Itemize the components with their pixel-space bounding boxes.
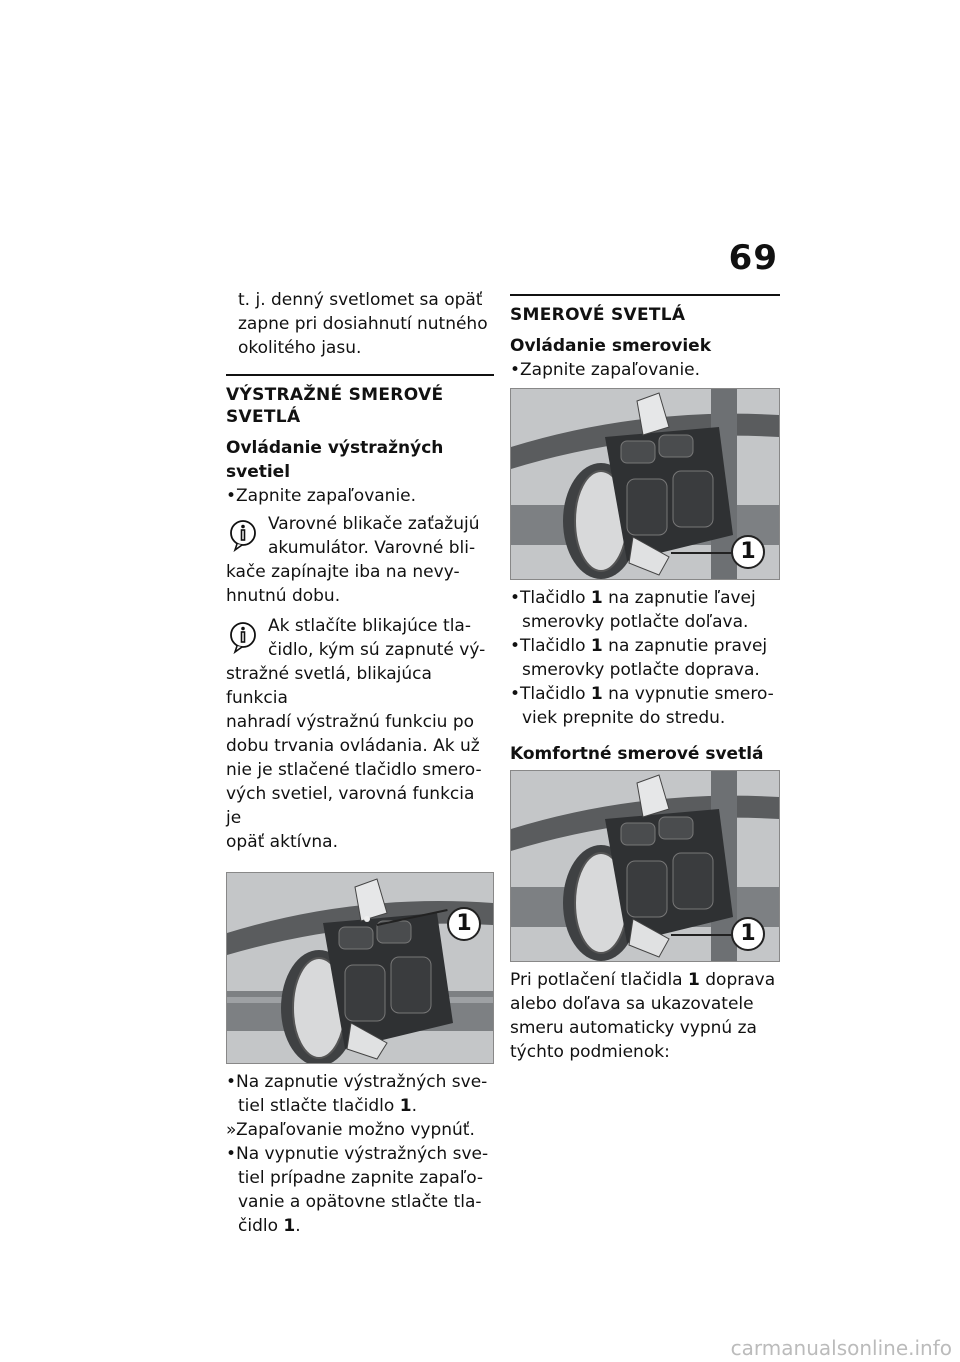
bullet-mark: • [226, 1144, 237, 1164]
note-line: kače zapínajte iba na nevy- [226, 562, 460, 582]
list-item-text: . [295, 1216, 301, 1236]
bullet-mark: • [510, 360, 521, 380]
intro-line: zapne pri dosiahnutí nutného [238, 314, 488, 334]
button-reference: 1 [590, 636, 603, 656]
button-reference: 1 [590, 684, 603, 704]
list-item-text: Zapaľovanie možno vypnúť. [236, 1120, 475, 1140]
list-item-text: Zapnite zapaľovanie. [520, 360, 701, 380]
intro-paragraph [226, 288, 494, 360]
bullet-mark: • [510, 588, 521, 608]
list-item-text [520, 682, 780, 706]
list-item-text: viek prepnite do stredu. [522, 708, 726, 728]
note-line: stražné svetlá, blikajúca funkcia [226, 664, 432, 708]
list-item-text: na vypnutie smero- [602, 684, 774, 704]
list-item-text: smerovky potlačte doprava. [522, 660, 760, 680]
list-item [226, 1070, 494, 1118]
handlebar-illustration [227, 873, 493, 1063]
paragraph-line: týchto podmienok: [510, 1042, 670, 1062]
paragraph-text: doprava [699, 970, 776, 990]
paragraph-line [510, 968, 780, 992]
list-item-text: na zapnutie ľavej [602, 588, 756, 608]
bullet-mark: • [510, 636, 521, 656]
list-item [510, 682, 780, 730]
handlebar-switch-figure [226, 872, 494, 1064]
subheading-comfort-signals: Komfortné smerové svetlá [510, 744, 764, 764]
note-line: dobu trvania ovládania. Ak už [226, 736, 480, 756]
note-line: vých svetiel, varovná funkcia je [226, 784, 475, 828]
list-item-text: Zapnite zapaľovanie. [236, 486, 417, 506]
result-mark: » [226, 1120, 237, 1140]
note-line: nahradí výstražnú funkciu po [226, 712, 475, 732]
list-item-text: Tlačidlo [520, 684, 591, 704]
list-item-text: Na zapnutie výstražných sve- [236, 1072, 488, 1092]
callout-1: 1 [731, 917, 765, 951]
callout-1: 1 [731, 535, 765, 569]
list-item-text: vanie a opätovne stlačte tla- [238, 1192, 482, 1212]
intro-line: t. j. denný svetlomet sa opäť [238, 290, 483, 310]
list-item-text [236, 1214, 494, 1238]
list-item-text: Tlačidlo [520, 636, 591, 656]
right-column [510, 294, 780, 1064]
button-reference: 1 [283, 1216, 296, 1236]
list-item-text: na zapnutie pravej [602, 636, 768, 656]
note-line: Varovné blikače zaťažujú [268, 514, 480, 534]
list-item-text [520, 586, 780, 610]
list-item [226, 1142, 494, 1238]
list-item-text: tiel stlačte tlačidlo [238, 1096, 400, 1116]
callout-line [671, 552, 733, 554]
callout-1: 1 [447, 907, 481, 941]
paragraph-line: smeru automaticky vypnú za [510, 1018, 757, 1038]
subheading-hazard-control: Ovládanie výstražných svetiel [226, 438, 444, 482]
list-item-text [520, 634, 780, 658]
list-item-text: tiel prípadne zapnite zapaľo- [238, 1168, 484, 1188]
section-title-line: VÝSTRAŽNÉ SMEROVÉ [226, 385, 444, 405]
list-item-text: smerovky potlačte doľava. [522, 612, 749, 632]
paragraph-line: alebo doľava sa ukazovatele [510, 994, 754, 1014]
subheading-turn-signal-control: Ovládanie smeroviek [510, 336, 712, 356]
bullet-mark: • [226, 486, 237, 506]
left-column [226, 288, 494, 1238]
callout-line [671, 934, 733, 936]
section-title-turn-signals: SMEROVÉ SVETLÁ [510, 294, 780, 326]
note-line: akumulátor. Varovné bli- [268, 538, 476, 558]
list-item-text: čidlo [238, 1216, 284, 1236]
turn-signal-switch-figure [510, 388, 780, 580]
paragraph-text: Pri potlačení tlačidla [510, 970, 688, 990]
note-line: opäť aktívna. [226, 832, 338, 852]
intro-line: okolitého jasu. [238, 338, 362, 358]
list-item-text: Tlačidlo [520, 588, 591, 608]
list-item-text: Na vypnutie výstražných sve- [236, 1144, 489, 1164]
button-reference: 1 [590, 588, 603, 608]
note-line: čidlo, kým sú zapnuté vý- [268, 640, 486, 660]
button-reference: 1 [399, 1096, 412, 1116]
list-item [510, 586, 780, 634]
note-line: nie je stlačené tlačidlo smero- [226, 760, 482, 780]
comfort-signal-figure [510, 770, 780, 962]
list-item [226, 1118, 494, 1142]
list-item [226, 484, 494, 508]
bullet-mark: • [226, 1072, 237, 1092]
info-icon [228, 620, 258, 654]
note-line: Ak stlačíte blikajúce tla- [268, 616, 471, 636]
watermark: carmanualsonline.info [730, 1336, 952, 1360]
bullet-mark: • [510, 684, 521, 704]
list-item-text [236, 1094, 494, 1118]
note-line: hnutnú dobu. [226, 586, 341, 606]
info-icon [228, 518, 258, 552]
info-note [226, 614, 494, 854]
section-title-line: SVETLÁ [226, 407, 301, 427]
list-item [510, 634, 780, 682]
button-reference: 1 [688, 970, 700, 990]
comfort-signal-paragraph [510, 968, 780, 1064]
info-note [226, 512, 494, 608]
section-title-hazard [226, 374, 494, 428]
page-number: 69 [728, 238, 778, 278]
list-item [510, 358, 780, 382]
list-item-text: . [411, 1096, 417, 1116]
